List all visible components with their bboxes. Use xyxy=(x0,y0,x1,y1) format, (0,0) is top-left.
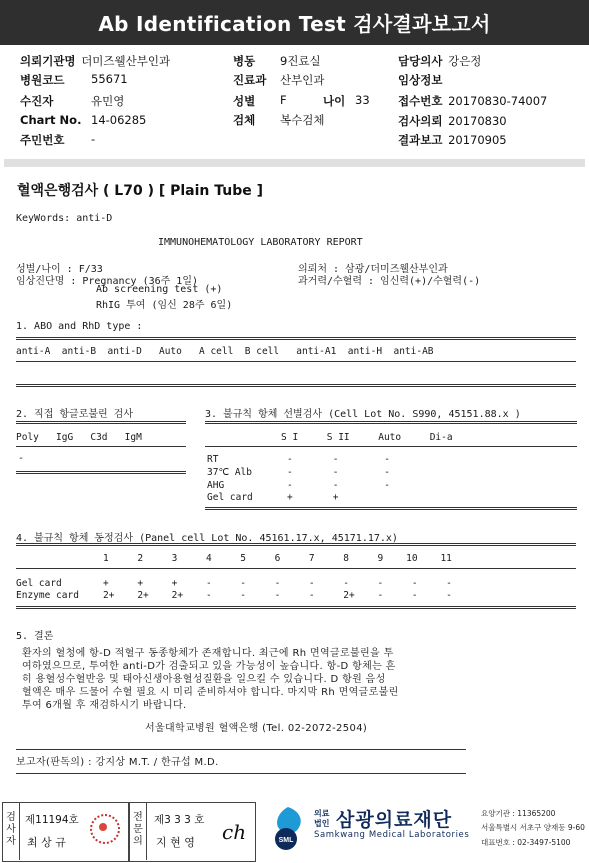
section-title: 혈액은행검사 ( L70 ) [ Plain Tube ] xyxy=(17,183,264,199)
doctor-label: 담당의사 xyxy=(398,54,443,68)
specimen-value: 복수검체 xyxy=(280,113,325,127)
org-english-name: Samkwang Medical Laboratories xyxy=(314,830,470,840)
conclusion-line: 히 용혈성수혈반응 및 태아신생아용혈성질환을 일으킬 수 있습니다. D 항원 음성 xyxy=(22,674,386,685)
diagnosis-line-2: Ab screening test (+) xyxy=(96,284,223,295)
institution-value: 더미즈웰산부인과 xyxy=(81,54,171,68)
inspector-label: 검 사 자 xyxy=(6,812,16,847)
screen-row-label: AHG xyxy=(207,480,225,491)
panel-row-values: 2+ 2+ 2+ - - - - 2+ - - - xyxy=(103,590,452,601)
report-label: 결과보고 xyxy=(398,133,443,147)
chart-no-value: 14-06285 xyxy=(91,113,147,127)
info-specimen xyxy=(233,112,325,128)
dat-title: 2. 직접 항글로불린 검사 xyxy=(16,409,134,420)
dat-result: - xyxy=(18,453,25,464)
screen-row-values: - - - xyxy=(287,454,390,465)
info-rrn xyxy=(20,132,96,148)
hospital-code-value: 55671 xyxy=(91,72,128,86)
clinical-label: 임상정보 xyxy=(398,73,443,87)
logo-sub-2: 법인 xyxy=(314,819,330,828)
institution-label: 의뢰기관명 xyxy=(20,54,76,68)
panel-row-label: Enzyme card xyxy=(16,590,79,601)
dat-rule-mid xyxy=(16,446,186,447)
info-clinical xyxy=(398,72,442,88)
conclusion-line: 투여 6개월 후 재검하시기 바랍니다. xyxy=(22,700,187,711)
info-ward xyxy=(233,53,321,69)
specialist-divider xyxy=(146,802,147,860)
inspector-divider xyxy=(19,802,20,860)
specialist-label: 전 문 의 xyxy=(133,812,143,847)
age-label: 나이 xyxy=(323,94,346,108)
panel-rule-bottom xyxy=(16,606,576,609)
screen-row-label: RT xyxy=(207,454,219,465)
screen-rule-mid xyxy=(205,446,577,447)
org-name: 삼광의료재단 xyxy=(336,809,453,831)
ward-value: 9진료실 xyxy=(280,54,321,68)
abo-rule-top xyxy=(16,337,576,340)
conclusion-line: 환자의 혈청에 항-D 적혈구 동종항체가 존재합니다. 최근에 Rh 면역글로불린을 투 xyxy=(22,648,394,659)
info-patient xyxy=(20,93,125,109)
panel-rule-mid xyxy=(16,568,576,569)
inspector-name: 최 상 규 xyxy=(27,836,66,849)
panel-row-label: Gel card xyxy=(16,578,62,589)
specialist-name: 지 현 영 xyxy=(156,836,195,849)
receipt-value: 20170830-74007 xyxy=(448,94,548,108)
conclusion-line: 여하였으므로, 투여한 anti-D가 검출되고 있을 가능성이 높습니다. 항-D 항체는 흔 xyxy=(22,661,396,672)
receipt-label: 접수번호 xyxy=(398,94,443,108)
requester-line: 의뢰처 : 삼광/더미즈웰산부인과 xyxy=(298,264,448,275)
reporter-rule-bottom xyxy=(16,773,466,774)
dept-label: 진료과 xyxy=(233,73,267,87)
conclusion-title: 5. 결론 xyxy=(16,631,54,642)
history-line: 과거력/수혈력 : 임신력(+)/수혈력(-) xyxy=(298,276,481,287)
chart-no-label: Chart No. xyxy=(20,113,82,127)
panel-title: 4. 불규칙 항체 동정검사 (Panel cell Lot No. 45161.17.x, 45171.17.x) xyxy=(16,533,398,544)
seal-stamp xyxy=(90,814,120,844)
screen-row-values: + + xyxy=(287,492,339,503)
panel-row-values: + + + - - - - - - - - xyxy=(103,578,452,589)
info-receipt xyxy=(398,93,547,109)
report-title: Ab Identification Test 검사결과보고서 xyxy=(98,12,491,36)
info-request xyxy=(398,113,507,129)
title-bar xyxy=(0,0,589,45)
address: 서울특별시 서초구 양재동 9-60 xyxy=(481,823,585,832)
info-chart-no xyxy=(20,113,147,127)
rrn-value: - xyxy=(91,132,96,146)
request-label: 검사의뢰 xyxy=(398,114,443,128)
keywords: KeyWords: anti-D xyxy=(16,213,113,224)
reporter-line: 보고자(판독의) : 강지상 M.T. / 한규섭 M.D. xyxy=(16,757,219,768)
screen-headers: S I S II Auto Di-a xyxy=(281,432,453,443)
abo-title: 1. ABO and RhD type : xyxy=(16,321,143,332)
screen-row-label: Gel card xyxy=(207,492,253,503)
screen-rule-top xyxy=(205,421,577,424)
ward-label: 병동 xyxy=(233,54,256,68)
doctor-value: 강은정 xyxy=(448,54,482,68)
info-report xyxy=(398,132,507,148)
rrn-label: 주민번호 xyxy=(20,133,65,147)
abo-rule-bottom xyxy=(16,384,576,387)
patient-label: 수진자 xyxy=(20,94,54,108)
panel-headers: 1 2 3 4 5 6 7 8 9 10 11 xyxy=(103,553,452,564)
dat-rule-top xyxy=(16,421,186,424)
screen-title: 3. 불규칙 항체 선별검사 (Cell Lot No. S990, 45151.88.x ) xyxy=(205,409,521,420)
info-sex-age xyxy=(233,93,370,109)
specialist-license: 제3 3 3 호 xyxy=(154,814,205,826)
screen-rule-bottom xyxy=(205,507,577,510)
sml-text: SML xyxy=(278,837,294,844)
care-number: 요양기관 : 11365200 xyxy=(481,809,556,818)
sex-label: 성별 xyxy=(233,94,256,108)
info-institution xyxy=(20,53,170,69)
specimen-label: 검체 xyxy=(233,113,256,127)
inspector-license: 제11194호 xyxy=(25,814,79,826)
hospital-code-label: 병원코드 xyxy=(20,73,65,87)
panel-rule-top xyxy=(16,543,576,546)
info-hospital-code xyxy=(20,72,128,88)
sml-logo-icon xyxy=(268,805,308,851)
dept-value: 산부인과 xyxy=(280,73,325,87)
screen-row-values: - - - xyxy=(287,480,390,491)
dat-rule-bottom xyxy=(16,471,186,474)
reporter-rule-top xyxy=(16,749,466,750)
patient-value: 유민영 xyxy=(91,94,125,108)
diagnosis-line: 임상진단명 : Pregnancy (36주 1일) xyxy=(16,276,199,287)
dat-headers: Poly IgG C3d IgM xyxy=(16,432,142,443)
screen-row-label: 37℃ Alb xyxy=(207,467,252,478)
phone: 대표번호 : 02-3497-5100 xyxy=(481,838,571,847)
logo-sub-1: 의료 xyxy=(314,809,330,818)
request-value: 20170830 xyxy=(448,114,507,128)
diagnosis-line-3: RhIG 투여 (임신 28주 6일) xyxy=(96,300,233,311)
screen-row-values: - - - xyxy=(287,467,390,478)
blood-bank-institution: 서울대학교병원 혈액은행 (Tel. 02-2072-2504) xyxy=(145,723,368,734)
abo-rule-mid xyxy=(16,361,576,362)
info-dept xyxy=(233,72,325,88)
report-value: 20170905 xyxy=(448,133,507,147)
age-value: 33 xyxy=(355,93,370,107)
signature: ch xyxy=(222,820,247,844)
sex-value: F xyxy=(280,93,287,107)
section-divider xyxy=(4,159,585,167)
sex-age-line: 성별/나이 : F/33 xyxy=(16,264,103,275)
conclusion-line: 혈액은 매우 드물어 수혈 필요 시 미리 준비하셔야 합니다. 마지막 Rh 면역글로불린 xyxy=(22,687,399,698)
abo-headers: anti-A anti-B anti-D Auto A cell B cell anti-A1 anti-H anti-AB xyxy=(16,346,434,357)
info-doctor xyxy=(398,53,481,69)
report-heading: IMMUNOHEMATOLOGY LABORATORY REPORT xyxy=(158,237,363,248)
